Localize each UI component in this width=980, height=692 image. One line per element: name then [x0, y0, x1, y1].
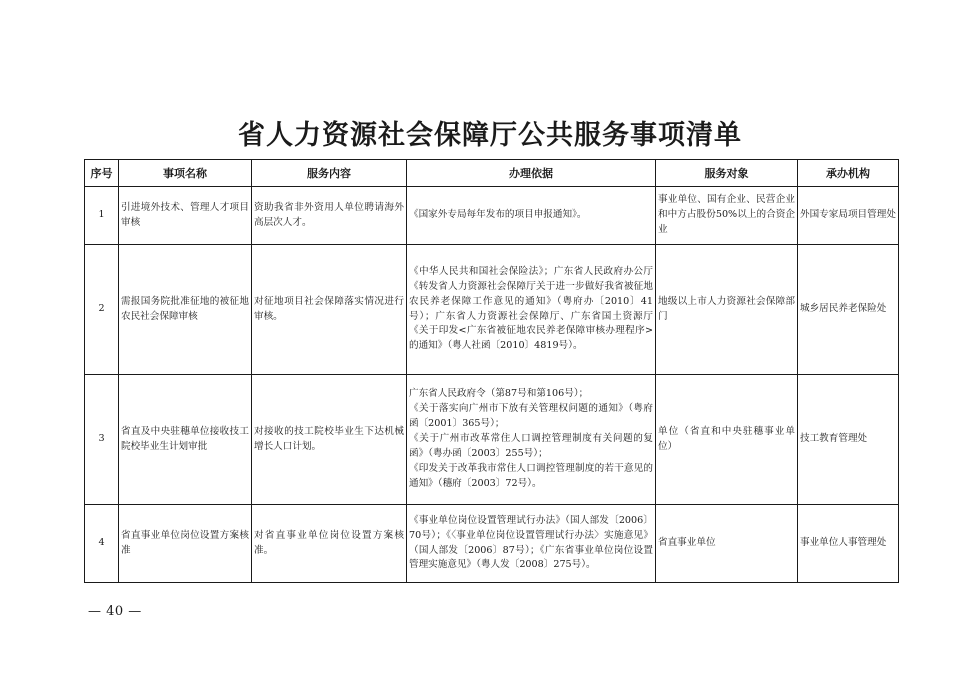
table-row: [85, 505, 899, 583]
row-item-name: 需报国务院批准征地的被征地农民社会保障审核: [119, 245, 252, 375]
row-service-content: 资助我省非外资用人单位聘请海外高层次人才。: [252, 187, 407, 245]
row-service-content: 对征地项目社会保障落实情况进行审核。: [252, 245, 407, 375]
basis-line: 《关于广州市改革常住人口调控管理制度有关问题的复函》（粤办函〔2003〕255号）；: [409, 433, 653, 459]
row-number: 3: [85, 375, 119, 505]
row-number: 2: [85, 245, 119, 375]
row-number: 1: [85, 187, 119, 245]
row-item-name: 引进境外技术、管理人才项目审核: [119, 187, 252, 245]
row-item-name: 省直事业单位岗位设置方案核准: [119, 505, 252, 583]
row-service-content: 对省直事业单位岗位设置方案核准。: [252, 505, 407, 583]
row-number: 4: [85, 505, 119, 583]
col-header-target: 服务对象: [656, 160, 798, 187]
col-header-org: 承办机构: [798, 160, 899, 187]
row-handling-org: 技工教育管理处: [798, 375, 899, 505]
row-service-target: 地级以上市人力资源社会保障部门: [656, 245, 798, 375]
row-handling-org: 城乡居民养老保险处: [798, 245, 899, 375]
col-header-basis: 办理依据: [407, 160, 656, 187]
table-row: [85, 187, 899, 245]
basis-line: 《国家外专局每年发布的项目申报通知》。: [409, 209, 587, 221]
row-item-name: 省直及中央驻穗单位接收技工院校毕业生计划审批: [119, 375, 252, 505]
basis-line: 广东省人民政府令（第87号和第106号）；: [409, 388, 589, 400]
page-title: 省人力资源社会保障厅公共服务事项清单: [238, 120, 742, 151]
col-header-content: 服务内容: [252, 160, 407, 187]
basis-line: 《事业单位岗位设置管理试行办法》（国人部发〔2006〕70号）；《〈事业单位岗位设置管理试行办法〉实施意见》（国人部发〔2006〕87号）；《广东省事业单位岗位设置管理实施意见》（粤人发〔2008〕275号）。: [409, 514, 653, 571]
page-number: — 40 —: [88, 604, 142, 619]
row-service-content: 对接收的技工院校毕业生下达机械增长人口计划。: [252, 375, 407, 505]
col-header-number: 序号: [85, 160, 119, 187]
basis-line: 《关于落实向广州市下放有关管理权问题的通知》（粤府函〔2001〕365号）；: [409, 403, 653, 430]
row-basis: [407, 245, 656, 375]
row-basis: [407, 375, 656, 505]
row-service-target: 省直事业单位: [656, 505, 798, 583]
row-service-target: 单位（省直和中央驻穗事业单位）: [656, 375, 798, 505]
basis-line: 《中华人民共和国社会保险法》；广东省人民政府办公厅《转发省人力资源社会保障厅关于进一步做好我省被征地农民养老保障工作意见的通知》（粤府办〔2010〕41号）；广东省人力资源社会保障厅、广东省国土资源厅《关于印发<广东省被征地农民养老保障审核办理程序>的通知》（粤人社函〔2010〕4819号）。: [409, 265, 653, 352]
row-service-target: 事业单位、国有企业、民营企业和中方占股份50%以上的合资企业: [656, 187, 798, 245]
col-header-name: 事项名称: [119, 160, 252, 187]
table-row: [85, 245, 899, 375]
services-table: [84, 159, 899, 583]
row-basis: [407, 187, 656, 245]
table-header-row: [85, 160, 899, 187]
basis-line: 《印发关于改革我市常住人口调控管理制度的若干意见的通知》（穗府〔2003〕72号）。: [409, 462, 653, 489]
row-handling-org: 外国专家局项目管理处: [798, 187, 899, 245]
table-row: [85, 375, 899, 505]
row-basis: [407, 505, 656, 583]
row-handling-org: 事业单位人事管理处: [798, 505, 899, 583]
